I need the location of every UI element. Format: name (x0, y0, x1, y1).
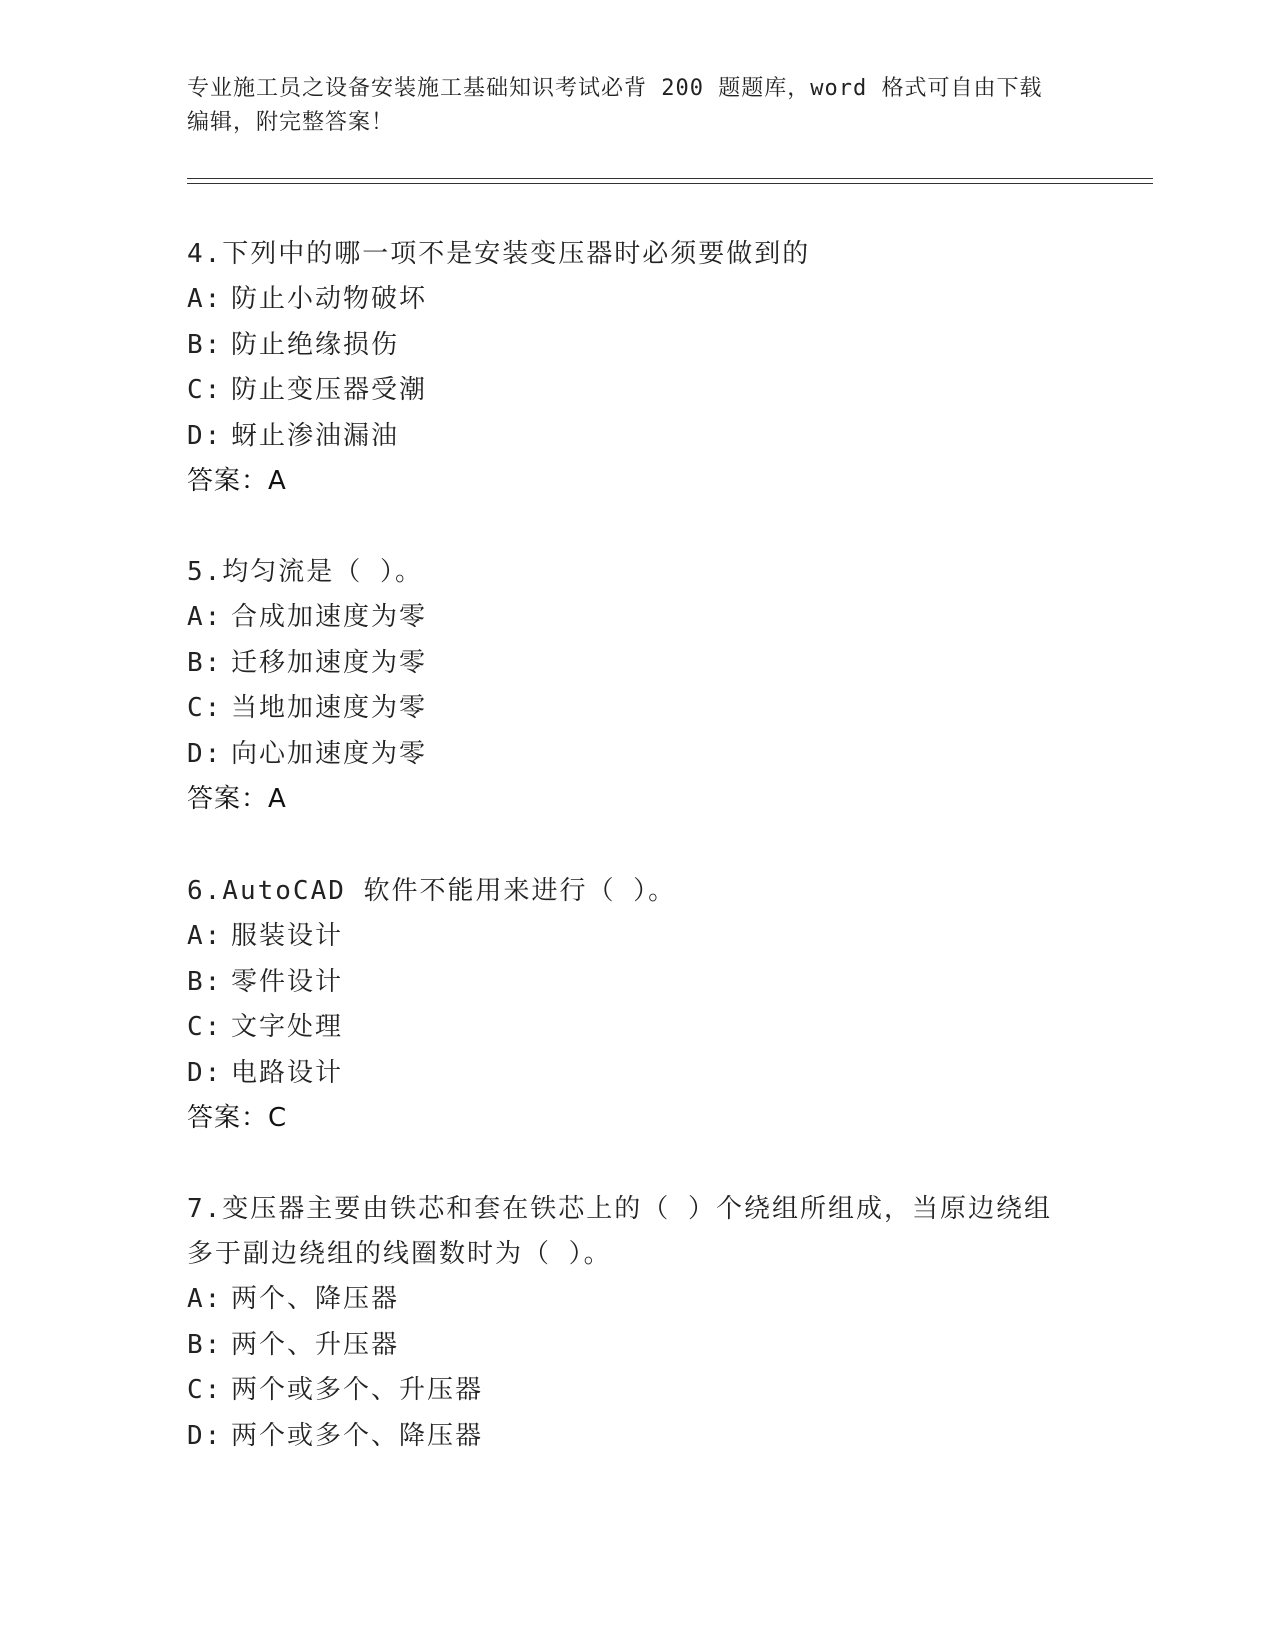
option-text: 当地加速度为零 (231, 693, 428, 723)
option-letter: C: (187, 375, 223, 405)
option-b (187, 1323, 1067, 1369)
option-text: 两个、升压器 (231, 1329, 400, 1360)
question-6 (187, 869, 1067, 1141)
option-c (187, 1005, 1067, 1051)
option-a (187, 595, 1067, 641)
answer-label: 答案：C (187, 1103, 288, 1133)
answer-label: 答案：A (187, 466, 287, 496)
option-list (187, 277, 1067, 459)
option-letter: B: (187, 966, 223, 997)
option-c (187, 1368, 1067, 1414)
option-letter: A: (187, 284, 223, 314)
question-stem-line-2: 多于副边绕组的线圈数时为（ ）。 (187, 1239, 612, 1269)
option-letter: D: (187, 1057, 223, 1088)
question-stem: 4.下列中的哪一项不是安装变压器时必须要做到的 (187, 239, 811, 269)
option-letter: D: (187, 738, 223, 769)
option-letter: C: (187, 693, 223, 723)
option-letter: B: (187, 647, 223, 678)
answer-label: 答案：A (187, 784, 287, 814)
option-letter: C: (187, 1012, 223, 1042)
header-line-2: 编辑，附完整答案！ (187, 110, 395, 135)
question-7 (187, 1187, 1067, 1459)
option-text: 向心加速度为零 (231, 738, 428, 769)
option-letter: C: (187, 1375, 223, 1405)
option-text: 防止变压器受潮 (231, 375, 428, 405)
option-a (187, 277, 1067, 323)
option-text: 两个、降压器 (231, 1284, 400, 1314)
option-letter: A: (187, 602, 223, 632)
option-b (187, 641, 1067, 687)
option-letter: D: (187, 420, 223, 451)
option-a (187, 1277, 1067, 1323)
option-text: 防止小动物破坏 (231, 284, 428, 314)
question-5 (187, 550, 1067, 822)
question-4 (187, 232, 1067, 504)
question-stem-line-1: 7.变压器主要由铁芯和套在铁芯上的（ ）个绕组所组成，当原边绕组 (187, 1194, 1052, 1224)
option-text: 防止绝缘损伤 (231, 329, 400, 360)
option-d (187, 732, 1067, 778)
option-text: 蚜止渗油漏油 (231, 420, 400, 451)
option-c (187, 368, 1067, 414)
question-stem: 5.均匀流是（ ）。 (187, 557, 423, 587)
option-text: 零件设计 (231, 966, 344, 997)
option-text: 电路设计 (231, 1057, 344, 1088)
option-text: 迁移加速度为零 (231, 647, 428, 678)
option-d (187, 1051, 1067, 1097)
option-letter: B: (187, 329, 223, 360)
option-text: 文字处理 (231, 1012, 344, 1042)
document-header (187, 72, 1067, 140)
option-a (187, 914, 1067, 960)
option-letter: D: (187, 1420, 223, 1451)
option-text: 合成加速度为零 (231, 602, 428, 632)
question-stem: 6.AutoCAD 软件不能用来进行（ ）。 (187, 876, 677, 906)
header-divider-bottom (187, 183, 1153, 184)
option-c (187, 686, 1067, 732)
option-list (187, 1277, 1067, 1459)
option-list (187, 595, 1067, 777)
option-letter: B: (187, 1329, 223, 1360)
option-b (187, 323, 1067, 369)
option-text: 服装设计 (231, 921, 344, 951)
option-text: 两个或多个、升压器 (231, 1375, 484, 1405)
header-divider-top (187, 178, 1153, 179)
option-d (187, 414, 1067, 460)
option-text: 两个或多个、降压器 (231, 1420, 484, 1451)
option-b (187, 960, 1067, 1006)
option-letter: A: (187, 921, 223, 951)
option-list (187, 914, 1067, 1096)
option-letter: A: (187, 1284, 223, 1314)
header-line-1: 专业施工员之设备安装施工基础知识考试必背 200 题题库，word 格式可自由下载 (187, 76, 1043, 101)
option-d (187, 1414, 1067, 1460)
